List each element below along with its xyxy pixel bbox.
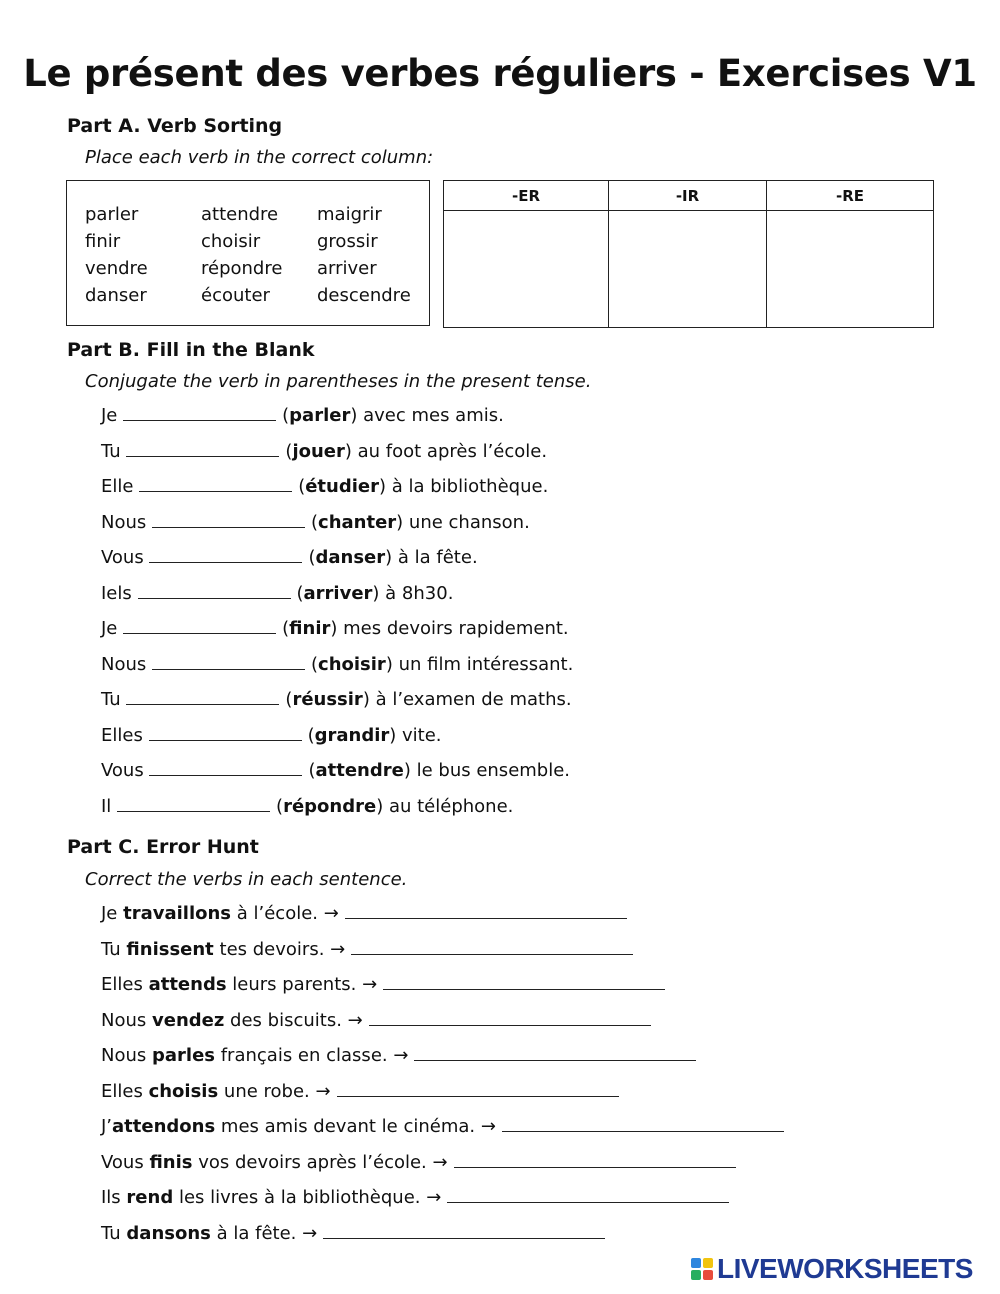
infinitive-verb: réussir <box>292 689 363 710</box>
word-bank-verb[interactable]: grossir <box>317 231 378 252</box>
part-a-instruction: Place each verb in the correct column: <box>85 147 434 168</box>
sentence: Tu (réussir) à l’examen de maths. <box>101 686 572 713</box>
word-bank-verb[interactable]: vendre <box>85 258 148 279</box>
sentence: Iels (arriver) à 8h30. <box>101 580 453 607</box>
sentence: Elles (grandir) vite. <box>101 722 442 749</box>
sentence-rest: avec mes amis. <box>357 405 504 426</box>
sentence-end: leurs parents. → <box>226 974 378 995</box>
sentence-end: à la fête. → <box>210 1222 318 1244</box>
infinitive-verb: répondre <box>283 795 377 817</box>
sentence-start: Tu <box>101 938 127 960</box>
correction-line[interactable] <box>454 1149 736 1168</box>
infinitive-verb: arriver <box>303 582 373 604</box>
infinitive-verb: étudier <box>305 476 379 497</box>
sentence: Vous (attendre) le bus ensemble. <box>101 757 570 784</box>
drop-zone-er[interactable] <box>444 211 609 328</box>
infinitive-verb: choisir <box>318 653 386 675</box>
sentence-end: français en classe. → <box>215 1045 409 1066</box>
sentence <box>101 1042 696 1069</box>
word-bank-verb[interactable]: descendre <box>317 285 411 306</box>
part-c-heading: Part C. Error Hunt <box>67 836 259 858</box>
logo-square <box>703 1270 713 1280</box>
sentence-start: J’ <box>101 1116 113 1137</box>
sentence-rest: à la fête. <box>392 547 478 568</box>
sentence-rest: le bus ensemble. <box>410 760 571 781</box>
incorrect-verb: travaillons <box>123 903 232 924</box>
correction-line[interactable] <box>337 1078 619 1097</box>
answer-blank[interactable] <box>123 615 276 634</box>
sentence <box>101 936 633 963</box>
sentence-rest: mes devoirs rapidement. <box>337 618 569 639</box>
infinitive-verb: finir <box>289 618 331 639</box>
answer-blank[interactable] <box>117 793 270 812</box>
sentence <box>101 971 665 998</box>
correction-line[interactable] <box>323 1220 605 1239</box>
sentence-rest: un film intéressant. <box>392 653 574 675</box>
incorrect-verb: parles <box>152 1045 215 1066</box>
word-bank <box>66 180 430 326</box>
sentence: Vous (danser) à la fête. <box>101 544 478 571</box>
sentence-rest: au téléphone. <box>383 795 514 817</box>
sentence <box>101 1149 736 1176</box>
sentence: Il (répondre) au téléphone. <box>101 793 513 820</box>
logo-square <box>691 1258 701 1268</box>
logo-square <box>703 1258 713 1268</box>
sentence: Je (parler) avec mes amis. <box>101 402 504 429</box>
sentence <box>101 1078 619 1105</box>
word-bank-verb[interactable]: parler <box>85 204 139 225</box>
sentence-start: Vous <box>101 1151 150 1173</box>
infinitive-verb: chanter <box>318 511 397 533</box>
sentence-end: une robe. → <box>218 1080 331 1102</box>
part-b-heading: Part B. Fill in the Blank <box>67 339 315 361</box>
subject: Je <box>101 618 118 639</box>
incorrect-verb: finis <box>149 1151 193 1173</box>
sentence <box>101 1184 729 1211</box>
column-header-ir: -IR <box>609 181 767 211</box>
word-bank-verb[interactable]: arriver <box>317 258 377 279</box>
incorrect-verb: rend <box>126 1187 174 1208</box>
sentence-rest: à l’examen de maths. <box>369 689 572 710</box>
correction-line[interactable] <box>447 1184 729 1203</box>
correction-line[interactable] <box>502 1113 784 1132</box>
subject: Elle <box>101 476 134 497</box>
subject: Il <box>101 795 112 817</box>
word-bank-verb[interactable]: répondre <box>201 258 283 279</box>
sentence-end: les livres à la bibliothèque. → <box>173 1187 442 1208</box>
incorrect-verb: attends <box>148 974 227 995</box>
sentence <box>101 1007 651 1034</box>
correction-line[interactable] <box>414 1042 696 1061</box>
answer-blank[interactable] <box>152 651 305 670</box>
answer-blank[interactable] <box>138 580 291 599</box>
sentence-end: à l’école. → <box>231 903 339 924</box>
subject: Nous <box>101 511 147 533</box>
sentence-rest: une chanson. <box>403 511 530 533</box>
sentence-end: vos devoirs après l’école. → <box>192 1151 448 1173</box>
column-header-er: -ER <box>444 181 609 211</box>
logo-mark-icon <box>691 1258 713 1280</box>
answer-blank[interactable] <box>123 402 276 421</box>
infinitive-verb: jouer <box>292 440 345 462</box>
word-bank-column <box>317 201 411 309</box>
subject: Tu <box>101 440 121 462</box>
subject: Tu <box>101 689 121 710</box>
sentence-start: Elles <box>101 974 149 995</box>
incorrect-verb: dansons <box>126 1222 211 1244</box>
logo-square <box>691 1270 701 1280</box>
sentence-rest: à 8h30. <box>379 582 454 604</box>
word-bank-verb[interactable]: finir <box>85 231 121 252</box>
correction-line[interactable] <box>345 900 627 919</box>
logo-text: LIVEWORKSHEETS <box>717 1253 973 1284</box>
sentence-rest: à la bibliothèque. <box>386 476 549 497</box>
sentence: Nous (chanter) une chanson. <box>101 509 530 536</box>
sentence <box>101 1113 784 1140</box>
answer-blank[interactable] <box>126 438 279 457</box>
word-bank-verb[interactable]: danser <box>85 285 147 306</box>
word-bank-verb[interactable]: choisir <box>201 231 261 252</box>
answer-blank[interactable] <box>152 509 305 528</box>
subject: Vous <box>101 547 144 568</box>
sentence-rest: au foot après l’école. <box>351 440 548 462</box>
word-bank-column <box>85 201 148 309</box>
sentence: Elle (étudier) à la bibliothèque. <box>101 473 548 500</box>
sentence: Je (finir) mes devoirs rapidement. <box>101 615 569 642</box>
sentence-start: Tu <box>101 1222 127 1244</box>
drop-zone-re[interactable] <box>767 211 934 328</box>
answer-blank[interactable] <box>139 473 292 492</box>
answer-blank[interactable] <box>149 544 302 563</box>
column-header-re: -RE <box>767 181 934 211</box>
infinitive-verb: danser <box>315 547 386 568</box>
infinitive-verb: attendre <box>315 760 404 781</box>
subject: Je <box>101 405 118 426</box>
sentence-end: tes devoirs. → <box>213 938 346 960</box>
subject: Vous <box>101 760 144 781</box>
sentence <box>101 900 627 927</box>
subject: Nous <box>101 653 147 675</box>
part-b-instruction: Conjugate the verb in parentheses in the present tense. <box>85 371 592 392</box>
page-title: Le présent des verbes réguliers - Exercises V1 <box>23 52 977 95</box>
sentence: Tu (jouer) au foot après l’école. <box>101 438 547 465</box>
sentence-start: Elles <box>101 1080 149 1102</box>
incorrect-verb: attendons <box>112 1116 216 1137</box>
sentence-end: mes amis devant le cinéma. → <box>215 1116 496 1137</box>
word-bank-verb[interactable]: attendre <box>201 204 279 225</box>
word-bank-verb[interactable]: maigrir <box>317 204 382 225</box>
word-bank-verb[interactable]: écouter <box>201 285 270 306</box>
correction-line[interactable] <box>351 936 633 955</box>
liveworksheets-logo <box>691 1254 973 1284</box>
sentence: Nous (choisir) un film intéressant. <box>101 651 573 678</box>
sorting-table <box>443 180 934 328</box>
sentence-start: Nous <box>101 1009 152 1031</box>
correction-line[interactable] <box>369 1007 651 1026</box>
infinitive-verb: grandir <box>314 724 390 746</box>
answer-blank[interactable] <box>149 757 302 776</box>
answer-blank[interactable] <box>149 722 302 741</box>
sentence-end: des biscuits. → <box>224 1009 363 1031</box>
sentence <box>101 1220 605 1247</box>
incorrect-verb: vendez <box>152 1009 225 1031</box>
drop-zone-ir[interactable] <box>609 211 767 328</box>
incorrect-verb: choisis <box>148 1080 219 1102</box>
subject: Iels <box>101 582 132 604</box>
subject: Elles <box>101 724 143 746</box>
part-a-heading: Part A. Verb Sorting <box>67 115 283 137</box>
word-bank-column <box>201 201 282 309</box>
sentence-start: Nous <box>101 1045 152 1066</box>
sentence-start: Ils <box>101 1187 127 1208</box>
infinitive-verb: parler <box>289 405 351 426</box>
sentence-start: Je <box>101 903 124 924</box>
incorrect-verb: finissent <box>126 938 214 960</box>
answer-blank[interactable] <box>126 686 279 705</box>
sentence-rest: vite. <box>396 724 442 746</box>
correction-line[interactable] <box>383 971 665 990</box>
part-c-instruction: Correct the verbs in each sentence. <box>85 869 408 890</box>
